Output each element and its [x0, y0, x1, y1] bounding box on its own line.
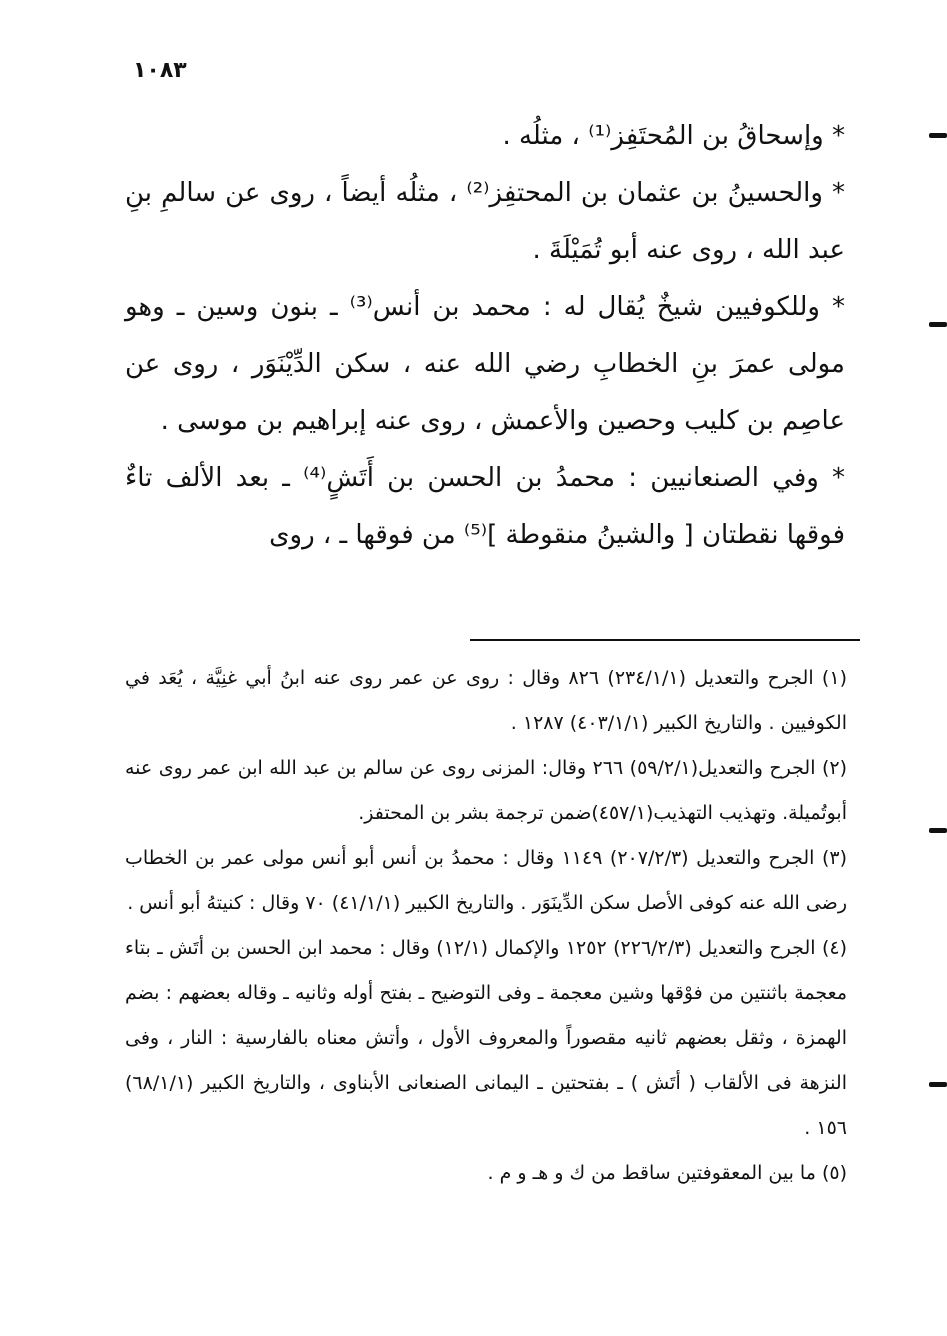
scan-edge-mark	[929, 828, 947, 833]
entry-ishaq: * وإسحاقُ بن المُحتَفِز⁽¹⁾ ، مثلُه .	[502, 121, 845, 151]
footnote-5: (٥) ما بين المعقوفتين ساقط من ك و هـ و م .	[487, 1162, 847, 1184]
scan-edge-mark	[929, 133, 947, 138]
footnote-2: (٢) الجرح والتعديل(٥٩/٢/١) ٢٦٦ وقال: المزنى روى عن سالم بن عبد الله ابن عمر روى عنه أبوتُميلة. وتهذيب التهذيب(٤٥٧/١)ضمن ترجمة بشر بن المحتفز.	[125, 757, 848, 824]
scan-edge-mark	[929, 1082, 947, 1087]
footnote-4: (٤) الجرح والتعديل (٢٢٦/٢/٣) ١٢٥٢ والإكمال (١٢/١) وقال : محمد ابن الحسن بن أتَش ـ بتاء معجمة باثنتين من فوْقها وشين معجمة ـ وفى التوضيح ـ بفتح أوله وثانيه ـ وقاله بعضهم : بضم الهمزة ، وثقل بعضهم ثانيه مقصوراً والمعروف الأول ، وأتش معناه بالفارسية : النار ، وفى النزهة فى الألقاب ( أتَش ) ـ بفتحتين ـ اليمانى الصنعانى الأبناوى ، والتاريخ الكبير (٦٨/١/١) ١٥٦ .	[125, 937, 848, 1139]
footnotes	[125, 656, 847, 1196]
footnote-3: (٣) الجرح والتعديل (٢٠٧/٢/٣) ١١٤٩ وقال : محمدُ بن أنس أبو أنس مولى عمر بن الخطاب رضى الله عنه كوفى الأصل سكن الدِّينَوَر . والتاريخ الكبير (٤١/١/١) ٧٠ وقال : كنيتهُ أبو أنس .	[125, 847, 847, 914]
page-number: ١٠٨٣	[133, 58, 187, 83]
footnote-divider	[470, 639, 860, 641]
main-text	[125, 108, 845, 564]
footnote-1: (١) الجرح والتعديل (٢٣٤/١/١) ٨٢٦ وقال : روى عن عمر روى عنه ابنُ أبي غنِيَّة ، يُعَد في الكوفيين . والتاريخ الكبير (٤٠٣/١/١) ١٢٨٧ .	[125, 667, 847, 734]
entry-muhammad-ibn-anas: * وللكوفيين شيخٌ يُقال له : محمد بن أنس⁽³⁾ ـ بنون وسين ـ وهو مولى عمرَ بنِ الخطابِ رضي الله عنه ، سكن الدِّيْنَوَر ، روى عن عاصِم بن كليب وحصين والأعمش ، روى عنه إبراهيم بن موسى .	[125, 292, 845, 436]
entry-muhammad-ibn-atash: * وفي الصنعانيين : محمدُ بن الحسن بن أَتَشٍ⁽⁴⁾ ـ بعد الألف تاءٌ فوقها نقطتان [ والشينُ منقوطة ]⁽⁵⁾ من فوقها ـ ، روى	[125, 463, 846, 550]
scan-edge-mark	[929, 322, 947, 327]
entry-husain: * والحسينُ بن عثمان بن المحتفِز⁽²⁾ ، مثلُه أيضاً ، روى عن سالمِ بنِ عبد الله ، روى عنه أبو تُمَيْلَةَ .	[125, 178, 846, 265]
